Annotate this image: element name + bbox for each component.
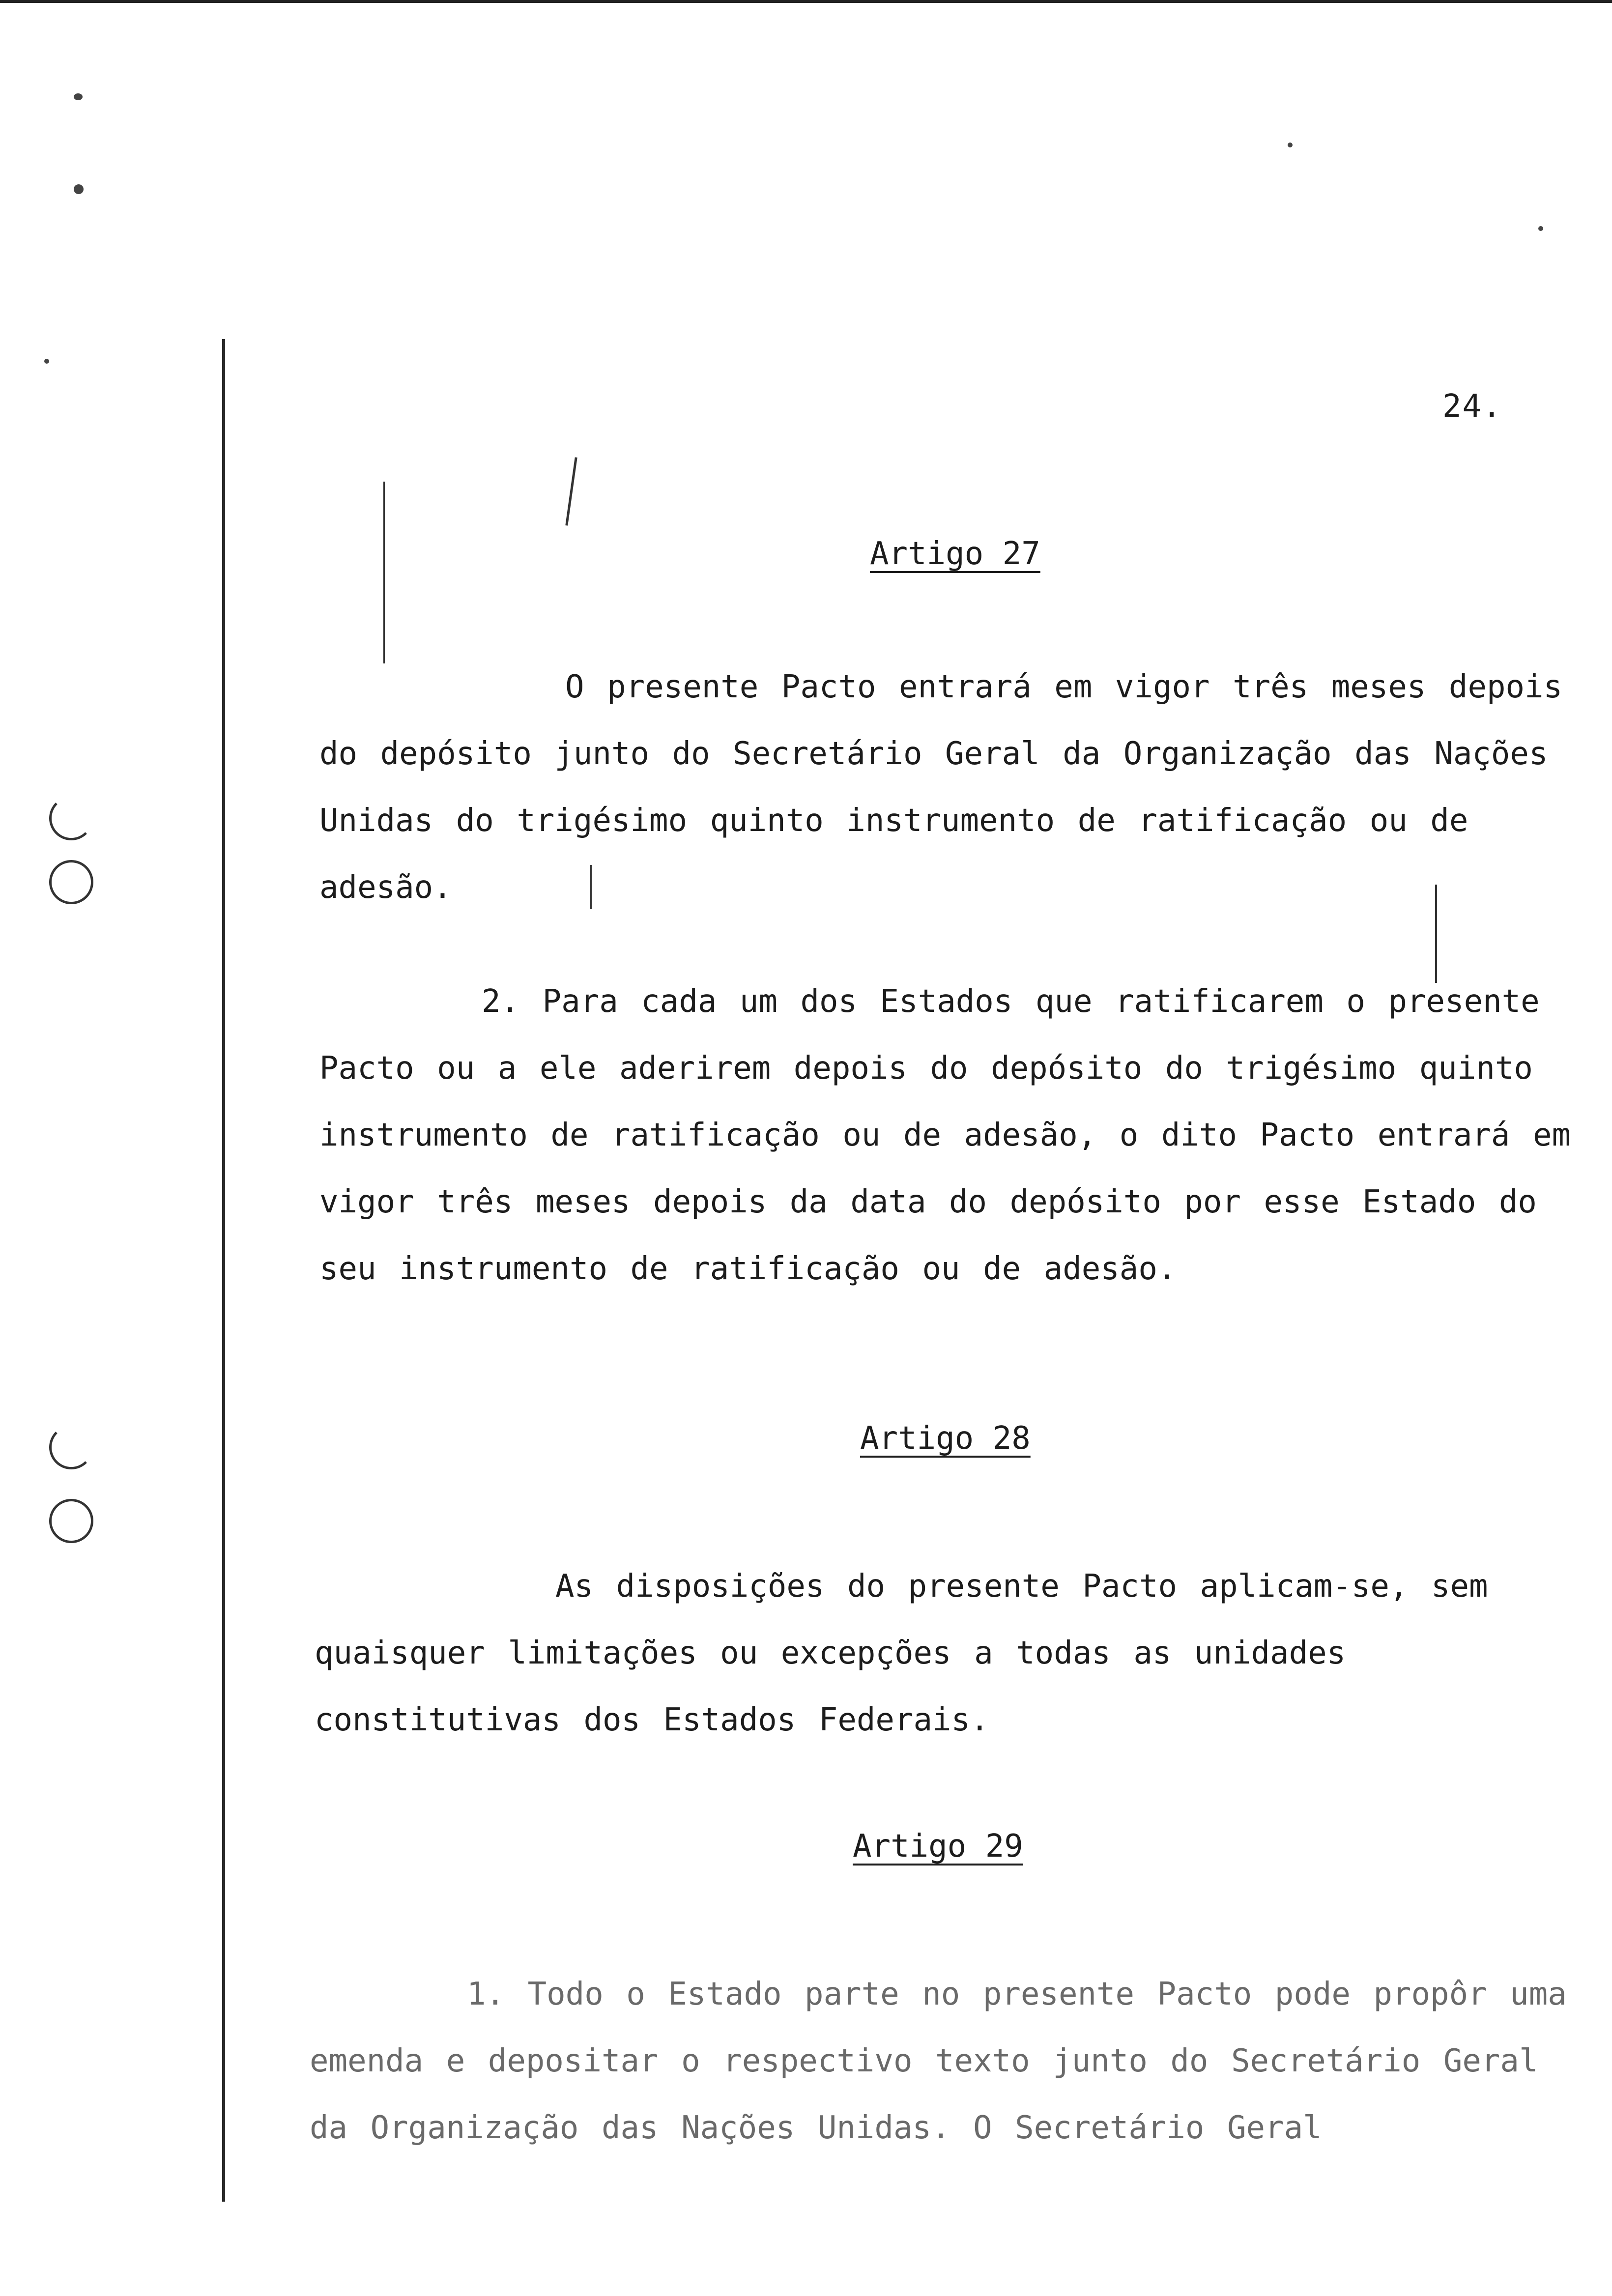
scan-speck — [1538, 226, 1543, 231]
article-29-heading: Artigo 29 — [853, 1828, 1023, 1865]
scan-mark — [383, 482, 385, 663]
article-27-paragraph-2: 2. Para cada um dos Estados que ratificarem o presente Pacto ou a ele aderirem depois do depósito do trigésimo quinto instrumento de ratificação ou de adesão, o dito Pacto entrará em vigor três meses depois da data do depósito por esse Estado do seu instrumento de ratificação ou de adesão. — [319, 983, 1571, 1287]
article-29-paragraph-1: 1. Todo o Estado parte no presente Pacto pode propôr uma emenda e depositar o respectivo texto junto do Secretário Geral da Organização das Nações Unidas. O Secretário Geral — [310, 1976, 1567, 2146]
binder-hole-mark — [49, 1425, 93, 1469]
scan-speck — [74, 93, 83, 100]
scan-speck — [74, 184, 84, 194]
binder-hole-mark — [49, 796, 93, 840]
binder-hole-mark — [49, 1499, 93, 1543]
article-28-paragraph-1: As disposições do presente Pacto aplicam-se, sem quaisquer limitações ou excepções a todas as unidades constitutivas dos Estados Federais. — [315, 1568, 1488, 1738]
scan-speck — [44, 359, 49, 364]
page-number: 24. — [1442, 388, 1502, 425]
left-margin-rule — [222, 339, 225, 2202]
scan-speck — [1288, 143, 1293, 147]
article-27-heading: Artigo 27 — [870, 536, 1040, 572]
page-top-border — [0, 0, 1612, 3]
article-28-heading: Artigo 28 — [860, 1420, 1031, 1457]
binder-hole-mark — [49, 860, 93, 904]
article-27-paragraph-1: O presente Pacto entrará em vigor três meses depois do depósito junto do Secretário Geral da Organização das Nações Unidas do trigésimo quinto instrumento de ratificação ou de adesão. — [319, 669, 1563, 906]
scan-mark — [565, 457, 577, 525]
